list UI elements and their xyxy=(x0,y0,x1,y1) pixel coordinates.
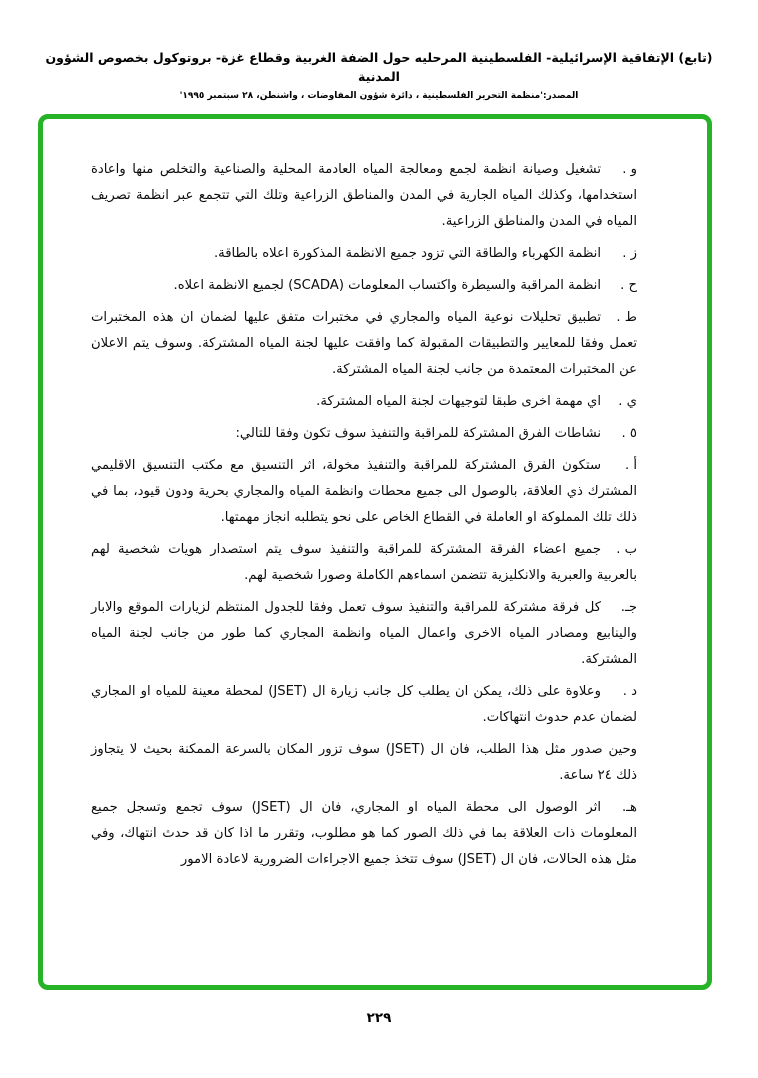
item-marker: و . xyxy=(622,162,637,177)
item-text: نشاطات الفرق المشتركة للمراقبة والتنفيذ سوف تكون وفقا للتالي: xyxy=(235,426,601,441)
item-marker: ح . xyxy=(620,278,637,293)
list-item xyxy=(91,157,637,235)
item-marker: هـ. xyxy=(621,800,637,815)
item-text: ستكون الفرق المشتركة للمراقبة والتنفيذ مخولة، اثر التنسيق مع مكتب التنسيق الاقليمي المشترك ذي العلاقة، بالوصول الى جميع محطات وانظمة المياه والمجاري بحرية ودون قيود، بما في ذلك تلك المملوكة او العاملة في القطاع الخاص على نحو يتطلبه انجاز مهمتها. xyxy=(91,458,637,525)
list-item xyxy=(91,795,637,873)
item-text: وعلاوة على ذلك، يمكن ان يطلب كل جانب زيارة ال (JSET) لمحطة معينة للمياه او المجاري لضمان عدم حدوث انتهاكات. xyxy=(91,684,637,725)
list-item xyxy=(91,389,637,415)
list-item xyxy=(91,453,637,531)
list-item xyxy=(91,679,637,731)
item-marker: ي . xyxy=(618,394,637,409)
page-number: ٢٢٩ xyxy=(366,1010,392,1026)
item-text: انظمة الكهرباء والطاقة التي تزود جميع الانظمة المذكورة اعلاه بالطاقة. xyxy=(213,246,601,261)
item-text: تطبيق تحليلات نوعية المياه والمجاري في مختبرات متفق عليها لضمان ان هذه المختبرات تعمل وفقا للمعايير والتطبيقات المقبولة كما وافقت عليها لجنة المياه المشتركة. وسوف يتم الاعلان عن المختبرات المعتمدة من جانب لجنة المياه المشتركة. xyxy=(91,310,637,377)
item-text: اي مهمة اخرى طبقا لتوجيهات لجنة المياه المشتركة. xyxy=(316,394,601,409)
item-text: تشغيل وصيانة انظمة لجمع ومعالجة المياه العادمة المحلية والصناعية والتخلص منها واعادة استخدامها، وكذلك المياه الجارية في المدن والمناطق الزراعية وتلك التي تتجمع عبر انظمة تصريف المياه في المدن والمناطق الزراعية. xyxy=(91,162,637,229)
document-header xyxy=(28,48,730,104)
item-marker: ب . xyxy=(616,542,637,557)
list-item-continuation xyxy=(91,737,637,789)
item-marker: أ . xyxy=(624,458,637,473)
content-box xyxy=(38,114,712,990)
source-line: المصدر:'منظمة التحرير الفلسطينية ، دائرة شؤون المفاوضات ، واشنطن، ٢٨ سبتمبر ١٩٩٥' xyxy=(179,90,579,101)
list-item xyxy=(91,241,637,267)
list-item xyxy=(91,305,637,383)
list-item xyxy=(91,421,637,447)
item-marker: ز . xyxy=(622,246,637,261)
item-text: انظمة المراقبة والسيطرة واكتساب المعلومات (SCADA) لجميع الانظمة اعلاه. xyxy=(173,278,601,293)
item-marker: جـ. xyxy=(620,600,637,615)
item-marker: ط . xyxy=(616,310,637,325)
item-marker: د . xyxy=(622,684,637,699)
list-item xyxy=(91,273,637,299)
list-item xyxy=(91,595,637,673)
list-item xyxy=(91,537,637,589)
item-text: اثر الوصول الى محطة المياه او المجاري، فان ال (JSET) سوف تجمع وتسجل جميع المعلومات ذات العلاقة بما في ذلك الصور كما هو مطلوب، وتقرر ما اذا كان قد حدث انتهاك، وفي مثل هذه الحالات، فان ال (JSET) سوف تتخذ جميع الاجراءات الضرورية لاعادة الامور xyxy=(91,800,637,867)
item-text: وحين صدور مثل هذا الطلب، فان ال (JSET) سوف تزور المكان بالسرعة الممكنة بحيث لا يتجاوز ذلك ٢٤ ساعة. xyxy=(91,742,638,783)
document-title: (تابع) الإتفاقية الإسرائيلية- الفلسطينية المرحليه حول الضفة الغربية وقطاع غزة- بروتوكول بخصوص الشؤون المدنية xyxy=(45,50,713,85)
item-text: جميع اعضاء الفرقة المشتركة للمراقبة والتنفيذ سوف يتم استصدار هويات شخصية لهم بالعربية والعبرية والانكليزية تتضمن اسماءهم الكاملة وصورا شخصية لهم. xyxy=(91,542,637,583)
item-text: كل فرقة مشتركة للمراقبة والتنفيذ سوف تعمل وفقا للجدول المنتظم لزيارات الموقع والابار والينابيع ومصادر المياه الاخرى واعمال المياه وانظمة المجاري كما طور من جانب لجنة المياه المشتركة. xyxy=(91,600,637,667)
item-marker: ٥ . xyxy=(621,426,637,441)
